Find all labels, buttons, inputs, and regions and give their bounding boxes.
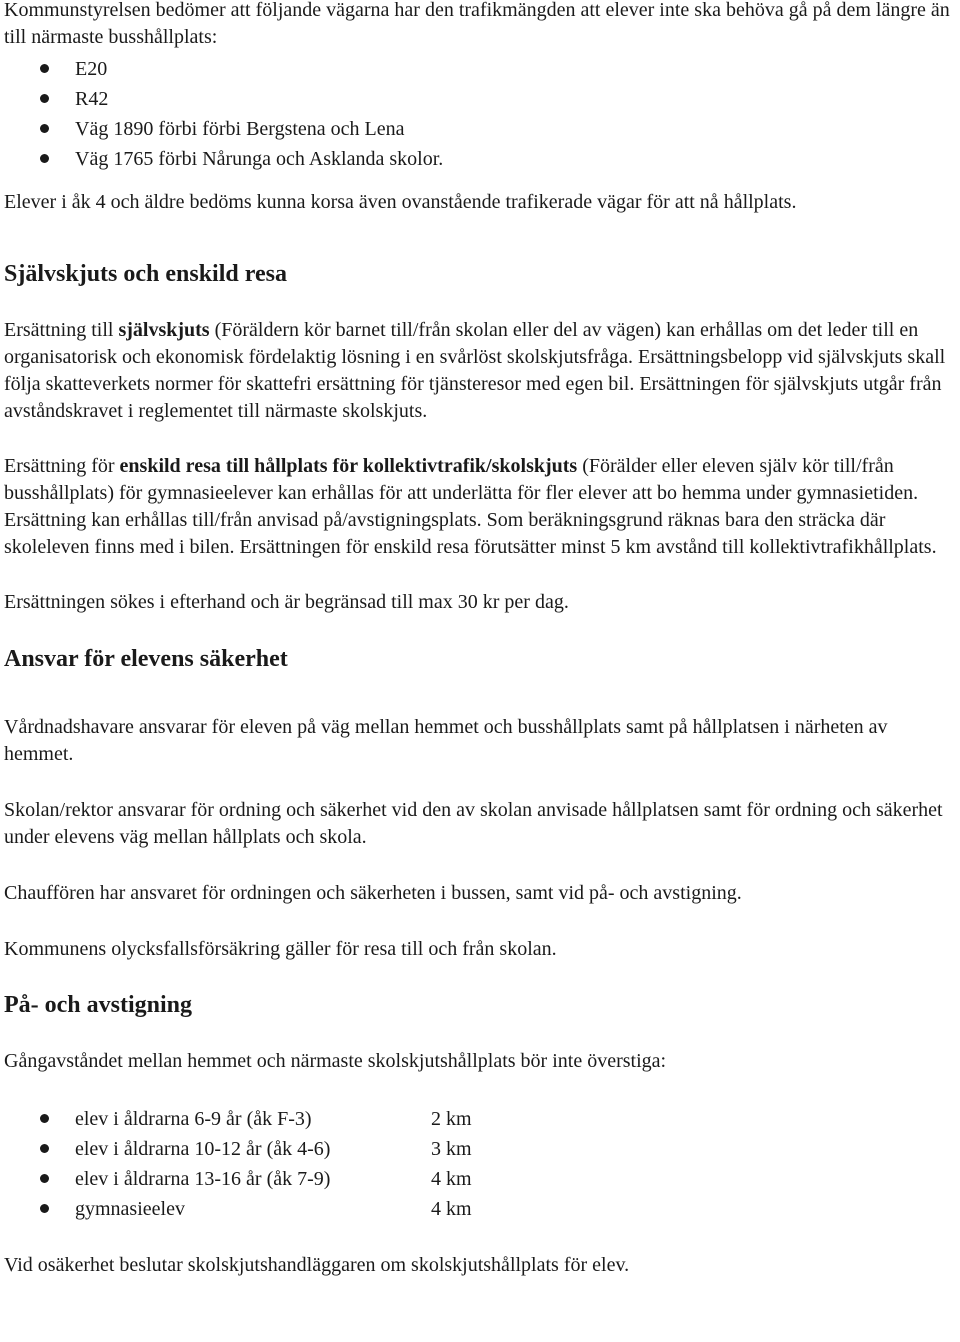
road-label: E20: [75, 58, 108, 80]
age-group-label: gymnasieelev: [75, 1198, 185, 1220]
road-label: Väg 1890 förbi förbi Bergstena och Lena: [75, 118, 405, 140]
paragraph-text: Ersättning för: [4, 455, 120, 477]
distance-value: 4 km: [431, 1198, 472, 1220]
road-label: Väg 1765 förbi Nårunga och Asklanda skolor.: [75, 148, 444, 170]
age-group-label: elev i åldrarna 13-16 år (åk 7-9): [75, 1168, 331, 1190]
section-heading-boarding: På- och avstigning: [4, 992, 193, 1018]
distance-value: 2 km: [431, 1108, 472, 1130]
list-item: [4, 54, 956, 84]
safety-paragraph-guardians: Vårdnadshavare ansvarar för eleven på väg mellan hemmet och busshållplats samt på hållplatsen i närheten av hemmet.: [4, 716, 888, 765]
older-students-paragraph: Elever i åk 4 och äldre bedöms kunna korsa även ovanstående trafikerade vägar för att nå hållplats.: [4, 191, 797, 213]
list-item: [4, 144, 956, 174]
paragraph-text: (Förälder eller eleven själv kör till/från busshållplats) för gymnasieelever kan erhållas för att underlätta för fler elever att bo hemma under gymnasietiden. Ersättning kan erhållas till/från anvisad på/avstigningsplats. Som beräkningsgrund räknas bara den sträcka där skoleleven finns med i bilen. Ersättningen för enskild resa förutsätter minst 5 km avstånd till kollektivtrafikhållplats.: [4, 455, 937, 558]
section-heading-safety: Ansvar för elevens säkerhet: [4, 646, 288, 672]
document-page: [4, 0, 956, 1279]
bullet-icon: [40, 1174, 49, 1183]
bullet-icon: [40, 1204, 49, 1213]
bullet-icon: [40, 154, 49, 163]
list-item: [4, 84, 956, 114]
safety-paragraph-driver: Chauffören har ansvaret för ordningen och säkerheten i bussen, samt vid på- och avstigning.: [4, 882, 742, 904]
road-label: R42: [75, 88, 109, 110]
paragraph-bold-text: självskjuts: [118, 319, 210, 341]
section-heading-self-transport: Självskjuts och enskild resa: [4, 261, 287, 287]
bullet-icon: [40, 1144, 49, 1153]
safety-paragraph-insurance: Kommunens olycksfallsförsäkring gäller för resa till och från skolan.: [4, 938, 557, 960]
age-group-label: elev i åldrarna 6-9 år (åk F-3): [75, 1108, 312, 1130]
distance-value: 4 km: [431, 1168, 472, 1190]
list-item: [4, 1194, 956, 1224]
compensation-limit-paragraph: Ersättningen sökes i efterhand och är begränsad till max 30 kr per dag.: [4, 591, 569, 613]
distance-list: [4, 1104, 956, 1224]
road-list: [4, 54, 956, 174]
paragraph-bold-text: enskild resa till hållplats för kollektivtrafik/skolskjuts: [119, 455, 578, 477]
list-item: [4, 1164, 956, 1194]
paragraph-text: (Föräldern kör barnet till/från skolan eller del av vägen) kan erhållas om det leder till en organisatorisk och ekonomisk fördelaktig lösning i en svårlöst skolskjutsfråga. Ersättningsbelopp vid självskjuts skall följa skatteverkets normer för skattefri ersättning för tjänsteresor med egen bil. Ersättningen för självskjuts utgår från avståndskravet i reglementet till närmaste skolskjuts.: [4, 319, 946, 422]
bullet-icon: [40, 64, 49, 73]
safety-paragraph-school: Skolan/rektor ansvarar för ordning och säkerhet vid den av skolan anvisade hållplatsen samt för ordning och säkerhet under elevens väg mellan hållplats och skola.: [4, 799, 943, 848]
bullet-icon: [40, 94, 49, 103]
list-item: [4, 114, 956, 144]
intro-paragraph: Kommunstyrelsen bedömer att följande vägarna har den trafikmängden att elever inte ska behöva gå på dem längre än till närmaste busshållplats:: [4, 0, 950, 48]
bullet-icon: [40, 1114, 49, 1123]
self-transport-paragraph: [4, 317, 956, 425]
paragraph-text: Ersättning till: [4, 319, 119, 341]
list-item: [4, 1134, 956, 1164]
bullet-icon: [40, 124, 49, 133]
private-trip-paragraph: [4, 453, 956, 561]
list-item: [4, 1104, 956, 1134]
footer-paragraph: Vid osäkerhet beslutar skolskjutshandläggaren om skolskjutshållplats för elev.: [4, 1254, 630, 1276]
walking-distance-intro: Gångavståndet mellan hemmet och närmaste skolskjutshållplats bör inte överstiga:: [4, 1050, 667, 1072]
age-group-label: elev i åldrarna 10-12 år (åk 4-6): [75, 1138, 331, 1160]
distance-value: 3 km: [431, 1138, 472, 1160]
